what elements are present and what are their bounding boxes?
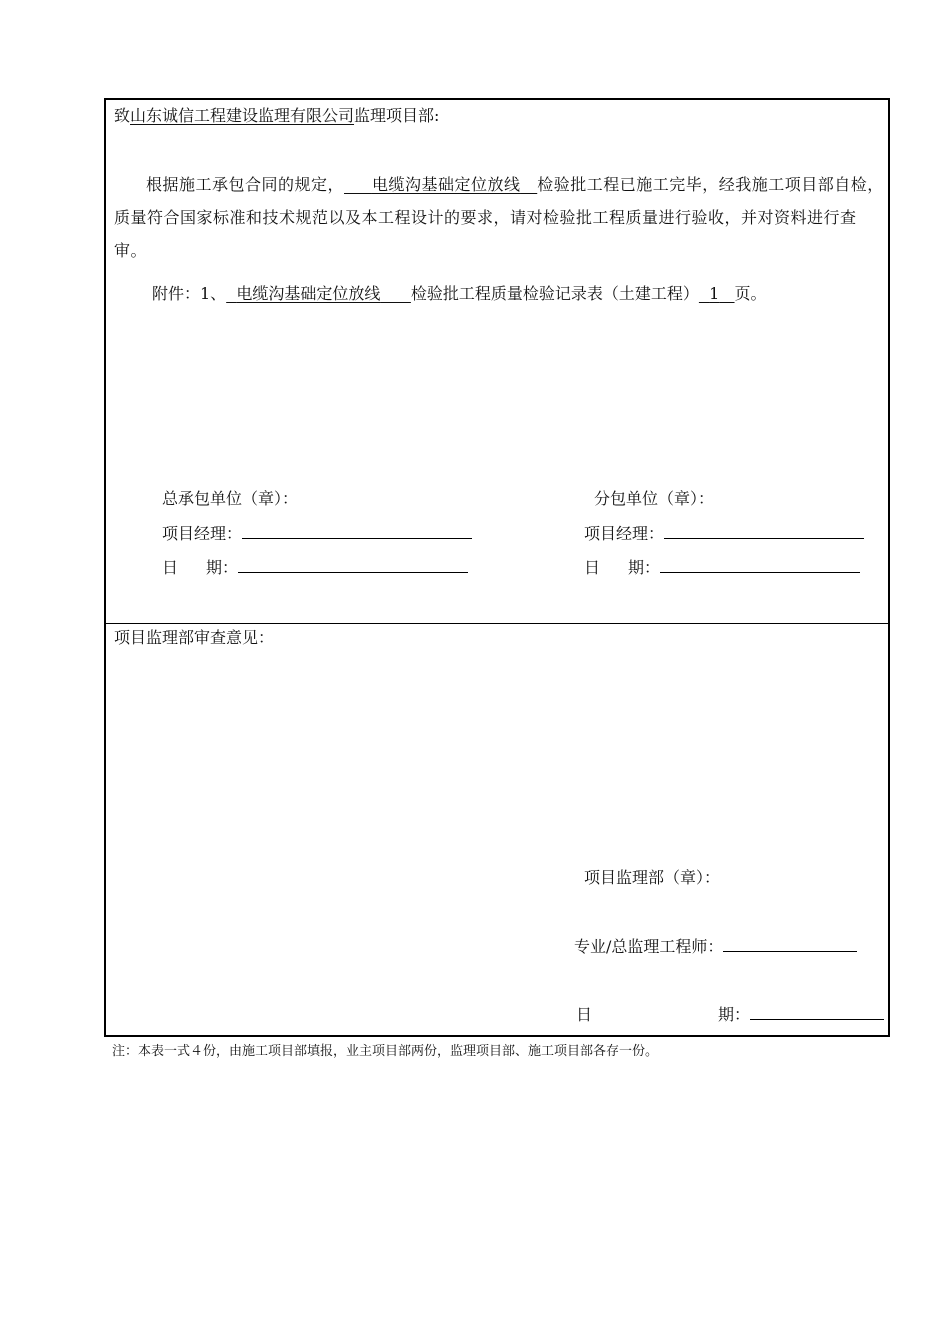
addressee-line [114,104,439,128]
gc-manager-row [162,522,472,546]
body-intro: 根据施工承包合同的规定， [146,175,345,194]
sub-date-char2: 期： [628,558,661,577]
sub-manager-label: 项目经理： [584,524,665,543]
attachment-pages: 1 [709,284,720,303]
engineer-row [574,935,857,959]
gc-date-row [162,556,468,580]
footnote: 注：本表一式４份，由施工项目部填报，业主项目部两份，监理项目部、施工项目部各存一份。 [112,1044,659,1059]
gc-date-line [238,558,468,573]
sub-date-row [584,556,860,580]
gc-manager-label: 项目经理： [162,524,243,543]
gc-date-char1: 日 [162,558,179,577]
supervision-date-char2: 期： [718,1005,751,1024]
subcontractor-label: 分包单位（章）： [594,489,715,508]
attachment-line [152,282,767,306]
engineer-signature-line [723,937,857,952]
engineer-label: 专业/总监理工程师： [574,937,724,956]
general-contractor-label: 总承包单位（章）： [162,489,299,508]
inspection-request-form [104,98,890,1037]
attachment-item-name: 电缆沟基础定位放线 [236,284,381,303]
addressee-prefix: 致 [114,106,131,125]
body-item-name: 电缆沟基础定位放线 [371,175,521,194]
sub-date-line [660,558,860,573]
supervision-date-char1: 日 [576,1005,593,1024]
supervision-opinion-label: 项目监理部审查意见： [114,628,275,647]
gc-date-char2: 期： [206,558,239,577]
attachment-label: 附件：1、 [152,284,227,303]
supervision-date-row [576,1003,884,1027]
attachment-page-unit: 页。 [734,284,767,303]
attachment-text: 检验批工程质量检验记录表（土建工程） [410,284,699,303]
addressee-suffix: 监理项目部: [354,106,440,125]
supervision-date-line [750,1005,884,1020]
sub-manager-row [584,522,864,546]
company-name: 山东诚信工程建设监理有限公司 [130,106,355,125]
body-text: 检验批工程已施工完毕，经我施工项目部自检，质量符合国家标准和技术规范以及本工程设计的要求，请对检验批工程质量进行验收，并对资料进行查审。 [114,175,884,260]
sub-manager-signature-line [664,524,864,539]
sub-date-char1: 日 [584,558,601,577]
gc-manager-signature-line [242,524,472,539]
body-paragraph [114,168,884,267]
supervision-stamp-label: 项目监理部（章）： [584,868,721,887]
section-divider [106,623,888,624]
